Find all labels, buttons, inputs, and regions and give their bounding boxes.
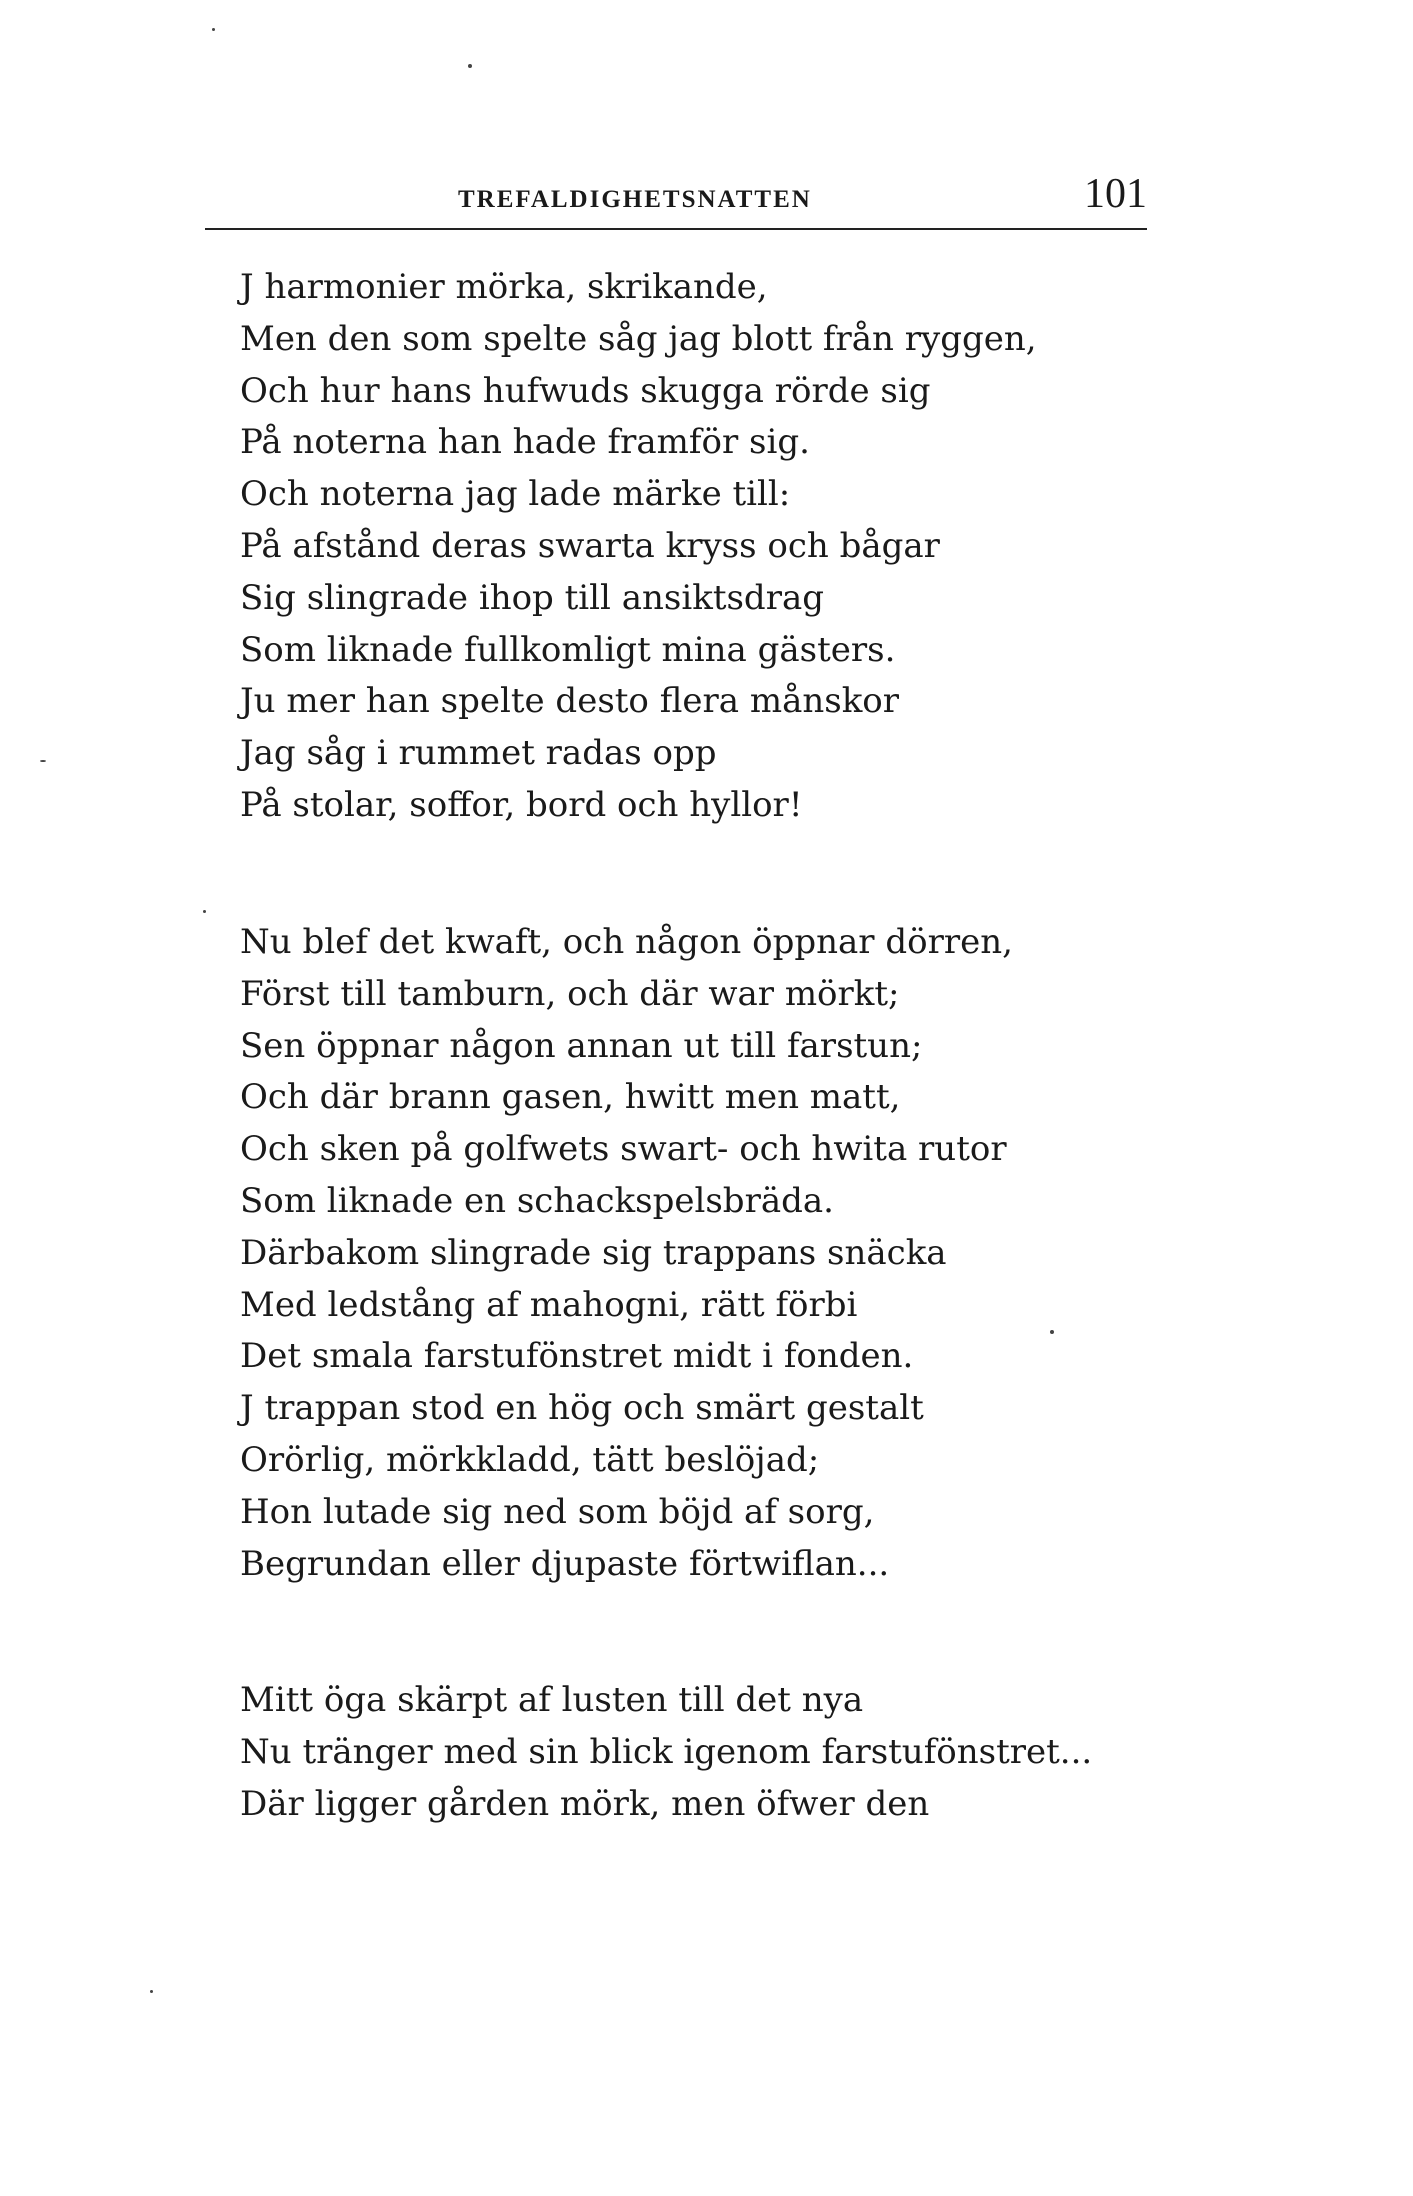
scan-speck: [1050, 1330, 1054, 1334]
verse-line: Därbakom slingrade sig trappans snäcka: [240, 1232, 947, 1273]
verse-line: Mitt öga skärpt af lusten till det nya: [240, 1680, 864, 1720]
page-number: 101: [1084, 171, 1147, 217]
verse-line: På stolar, soffor, bord och hyllor!: [240, 784, 803, 825]
verse-line: J harmonier mörka, skrikande,: [240, 267, 768, 307]
header-rule: [205, 228, 1147, 230]
verse-line: Som liknade en schackspelsbräda.: [240, 1180, 834, 1221]
verse-line: Som liknade fullkomligt mina gästers.: [240, 629, 896, 670]
verse-line: Med ledstång af mahogni, rätt förbi: [240, 1284, 858, 1325]
verse-line: Nu tränger med sin blick igenom farstufönstret...: [240, 1731, 1093, 1772]
verse-line: Ju mer han spelte desto flera månskor: [240, 681, 900, 722]
verse-line: J trappan stod en hög och smärt gestalt: [240, 1388, 924, 1429]
verse-line: Och sken på golfwets swart- och hwita rutor: [240, 1129, 1007, 1170]
verse-line: Nu blef det kwaft, och någon öppnar dörren,: [240, 922, 1013, 962]
running-title: TREFALDIGHETSNATTEN: [458, 186, 812, 213]
verse-line: Sen öppnar någon annan ut till farstun;: [240, 1025, 923, 1066]
verse-line: Först till tamburn, och där war mörkt;: [240, 973, 900, 1014]
running-header: [205, 170, 1147, 230]
verse-line: På afstånd deras swarta kryss och bågar: [240, 525, 940, 566]
stanza-2: [240, 917, 1013, 1590]
scan-speck: [212, 28, 215, 31]
verse-line: Och noterna jag lade märke till:: [240, 474, 791, 515]
scan-speck: [468, 64, 472, 68]
verse-line: Och hur hans hufwuds skugga rörde sig: [240, 370, 931, 411]
verse-line: Orörlig, mörkkladd, tätt beslöjad;: [240, 1439, 820, 1480]
scan-speck: [40, 760, 46, 762]
verse-line: Och där brann gasen, hwitt men matt,: [240, 1077, 901, 1118]
verse-line: Jag såg i rummet radas opp: [240, 733, 717, 774]
verse-line: Det smala farstufönstret midt i fonden.: [240, 1336, 914, 1377]
verse-line: Sig slingrade ihop till ansiktsdrag: [240, 577, 824, 618]
stanza-3: [240, 1675, 1092, 1830]
verse-line: Där ligger gården mörk, men öfwer den: [240, 1783, 930, 1824]
verse-line: Hon lutade sig ned som böjd af sorg,: [240, 1491, 875, 1532]
verse-line: Begrundan eller djupaste förtwiflan...: [240, 1543, 890, 1584]
stanza-1: [240, 262, 1037, 832]
verse-line: Men den som spelte såg jag blott från ryggen,: [240, 318, 1037, 359]
scan-speck: [203, 910, 206, 913]
verse-line: På noterna han hade framför sig.: [240, 422, 810, 463]
scan-speck: [150, 1990, 153, 1993]
